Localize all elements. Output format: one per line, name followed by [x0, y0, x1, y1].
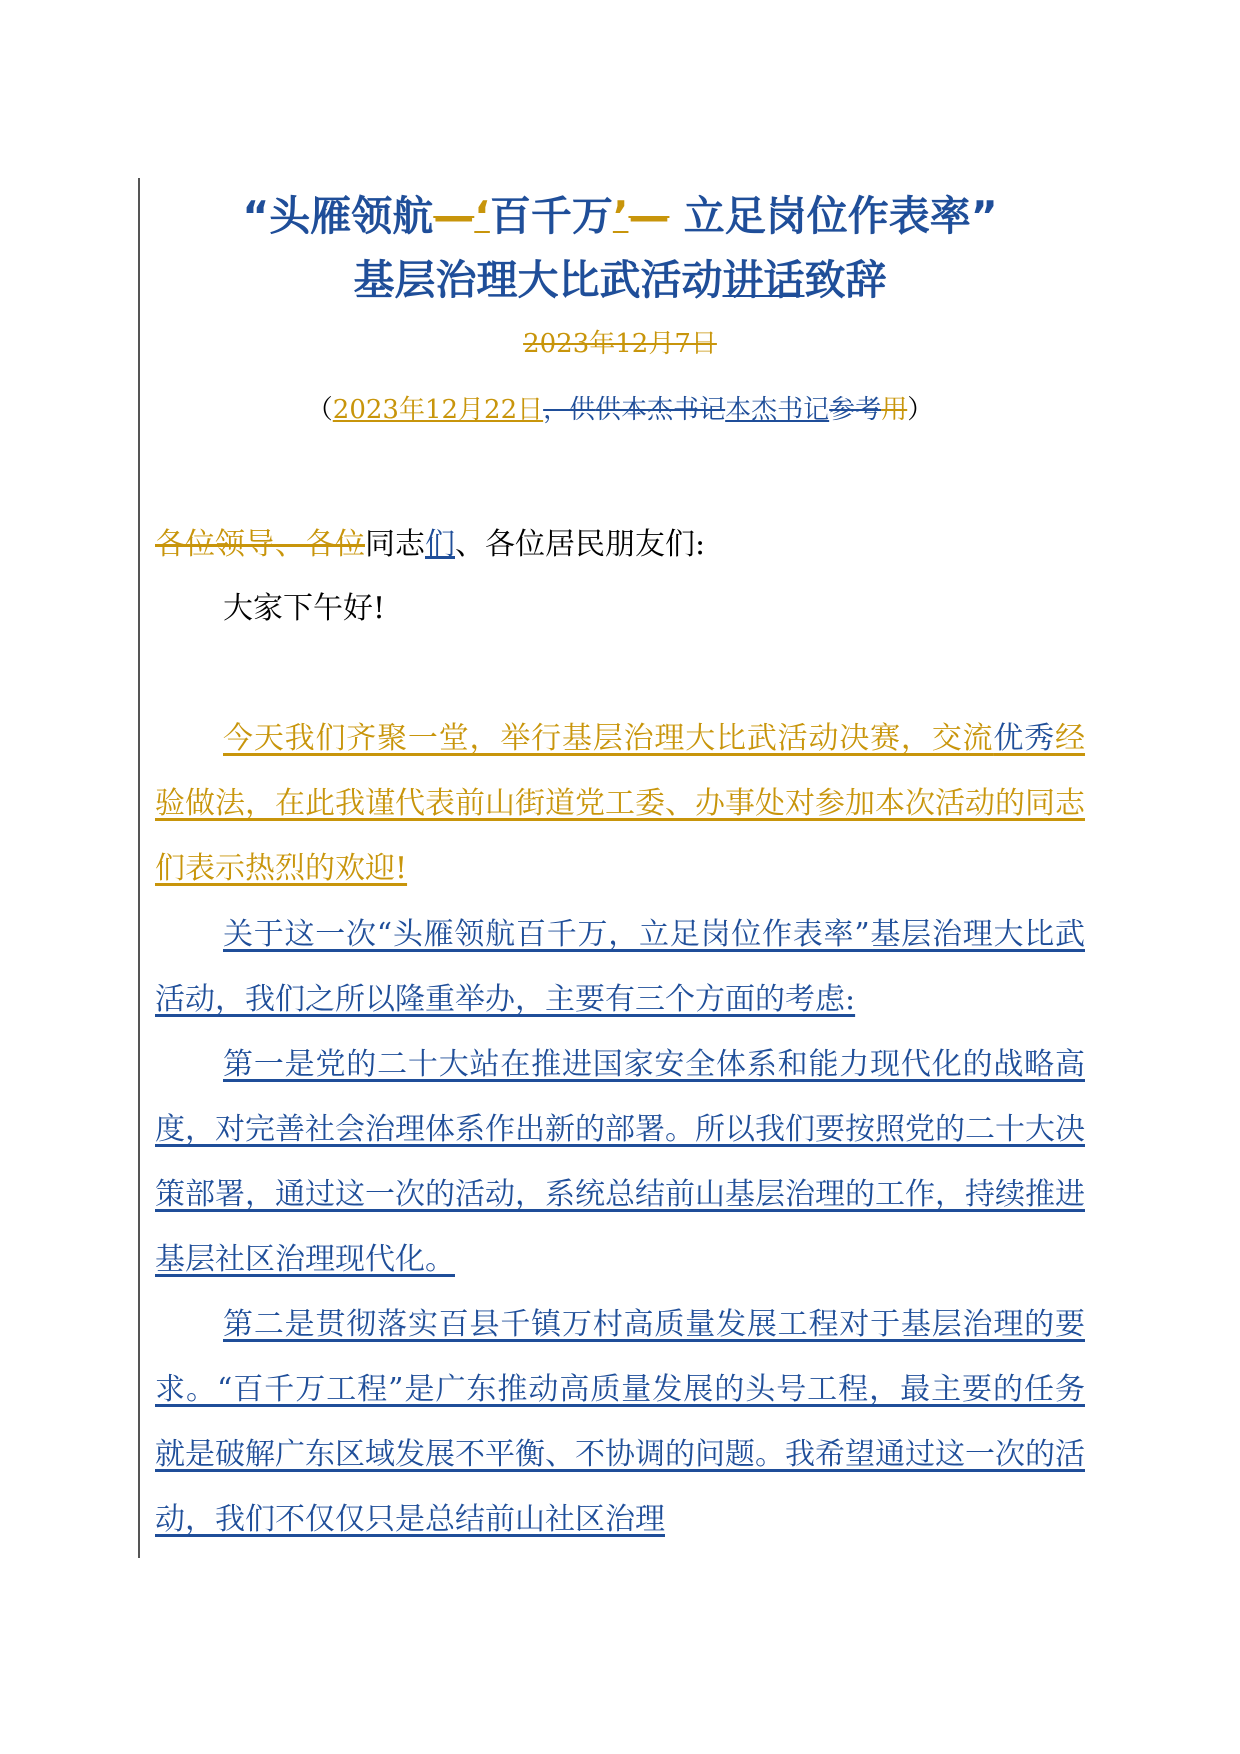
title-deleted-dash: —: [628, 192, 670, 240]
document-title-line-1: [0, 188, 1240, 244]
inserted-text: 优秀: [993, 721, 1056, 756]
deleted-text: ，供: [543, 395, 596, 425]
subtitle-line: [0, 392, 1240, 428]
deleted-text: 供本杰书记: [595, 395, 726, 425]
inserted-text: 本杰书记: [725, 395, 830, 425]
paragraph-1: [155, 706, 1085, 901]
deleted-date: 2023年12月7日: [523, 329, 717, 359]
paragraph-text: 经验做法，在此我谨代表前山街道党工委、办事处对参加本次活动的同志们表示热烈的欢迎!: [155, 721, 1086, 886]
title-text: 百千万: [489, 192, 613, 240]
paragraph-text: 今天我们齐聚一堂，举行基层治理大比武活动决赛，交流: [223, 721, 994, 756]
title-text: 基层治理大比武活动: [353, 256, 723, 304]
salutation-text: 同志: [365, 527, 425, 562]
deleted-text: 用: [881, 395, 908, 425]
deleted-text: 参考: [829, 395, 882, 425]
title-deleted-dash: —: [433, 192, 475, 240]
title-text: 立足岗位作表率”: [669, 192, 998, 240]
title-inserted-text: 讲话: [722, 256, 805, 304]
salutation: [155, 512, 1085, 577]
paren-close: ）: [907, 395, 934, 425]
inserted-date: 2023年12月22日: [332, 395, 544, 425]
paragraph-3: 第一是党的二十大站在推进国家安全体系和能力现代化的战略高度，对完善社会治理体系作出新的部署。所以我们要按照党的二十大决策部署，通过这一次的活动，系统总结前山基层治理的工作，持续推进基层社区治理现代化。: [155, 1047, 1085, 1277]
title-text: “头雁领航: [242, 192, 434, 240]
paragraph-2: 关于这一次“头雁领航百千万，立足岗位作表率”基层治理大比武活动，我们之所以隆重举办，主要有三个方面的考虑:: [155, 917, 1085, 1017]
salutation-text: 、各位居民朋友们:: [455, 527, 706, 562]
deleted-text: 各位领导、各位: [155, 527, 365, 562]
revision-change-bar: [138, 178, 140, 1558]
title-inserted-quote: ‘: [474, 192, 490, 240]
paragraph-4: 第二是贯彻落实百县千镇万村高质量发展工程对于基层治理的要求。“百千万工程”是广东推动高质量发展的头号工程，最主要的任务就是破解广东区域发展不平衡、不协调的问题。我希望通过这一次的活动，我们不仅仅只是总结前山社区治理: [155, 1307, 1085, 1537]
paren-open: （: [306, 395, 333, 425]
title-inserted-quote: ’: [612, 192, 629, 240]
document-title-line-2: [0, 252, 1240, 308]
greeting: 大家下午好!: [223, 591, 386, 626]
inserted-text: 们: [425, 527, 455, 562]
title-text: 致辞: [804, 256, 887, 304]
